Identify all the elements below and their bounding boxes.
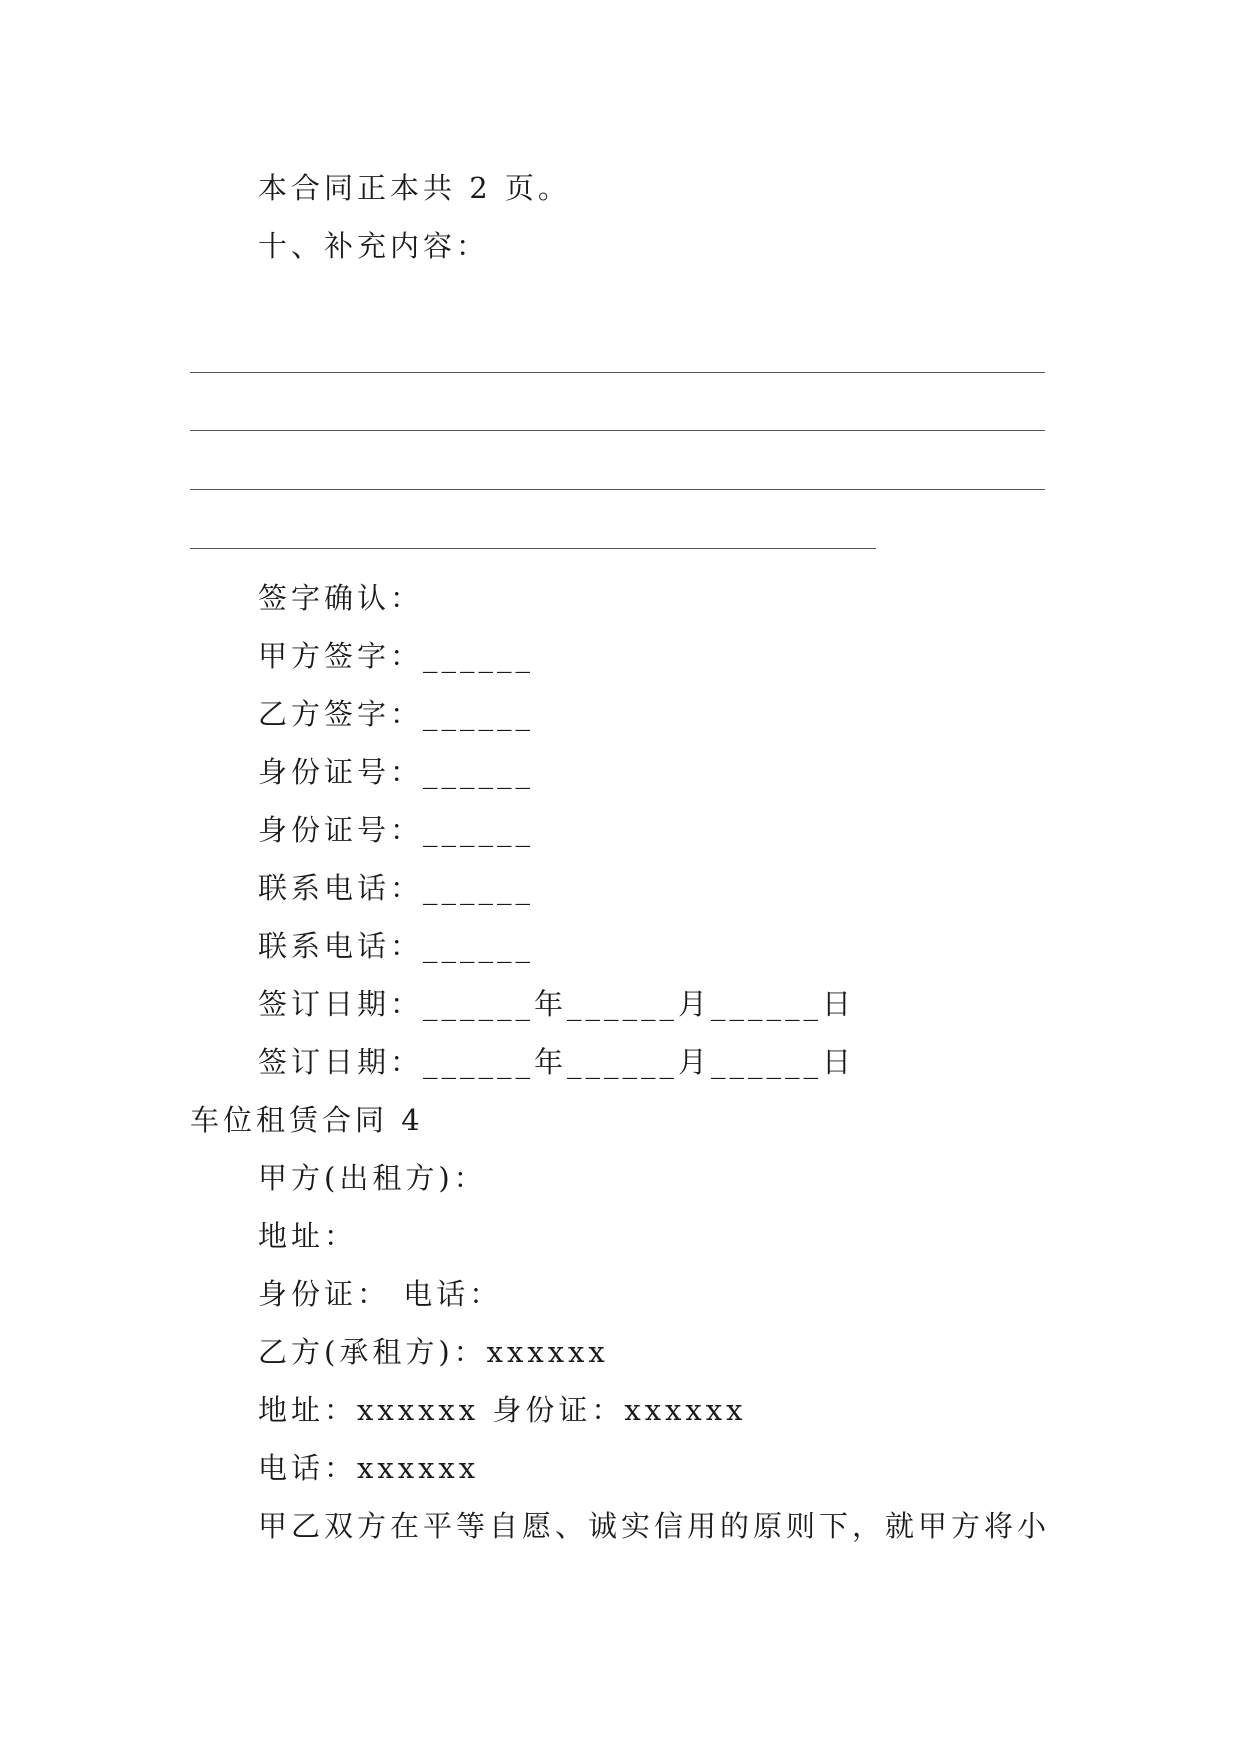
total-pages-line: 本合同正本共 2 页。	[258, 171, 571, 205]
id-number-line: 身份证号：______	[258, 755, 535, 789]
id-number-line: 身份证号：______	[258, 813, 535, 847]
address-a-line: 地址：	[258, 1219, 358, 1253]
intro-paragraph: 甲乙双方在平等自愿、诚实信用的原则下，就甲方将小	[258, 1509, 1051, 1543]
contract-title: 车位租赁合同 4	[190, 1103, 424, 1137]
phone-line: 联系电话：______	[258, 929, 535, 963]
party-a-sign-line: 甲方签字：______	[258, 639, 535, 673]
blank-rule-1	[190, 372, 1045, 373]
sign-date-line: 签订日期：______年______月______日	[258, 1045, 856, 1079]
blank-rule-2	[190, 430, 1045, 431]
phone-line: 联系电话：______	[258, 871, 535, 905]
sign-date-line: 签订日期：______年______月______日	[258, 987, 856, 1021]
blank-rule-4	[190, 548, 876, 549]
party-b-line: 乙方(承租方)：xxxxxx	[258, 1335, 609, 1369]
phone-b-line: 电话：xxxxxx	[258, 1451, 480, 1485]
party-a-line: 甲方(出租方)：	[258, 1161, 487, 1195]
section-ten-heading: 十、补充内容：	[258, 229, 490, 263]
address-id-b-line: 地址：xxxxxx 身份证：xxxxxx	[258, 1393, 747, 1427]
blank-rule-3	[190, 489, 1045, 490]
party-b-sign-line: 乙方签字：______	[258, 697, 535, 731]
sign-confirm-line: 签字确认：	[258, 581, 424, 615]
id-phone-a-line: 身份证： 电话：	[258, 1277, 503, 1311]
